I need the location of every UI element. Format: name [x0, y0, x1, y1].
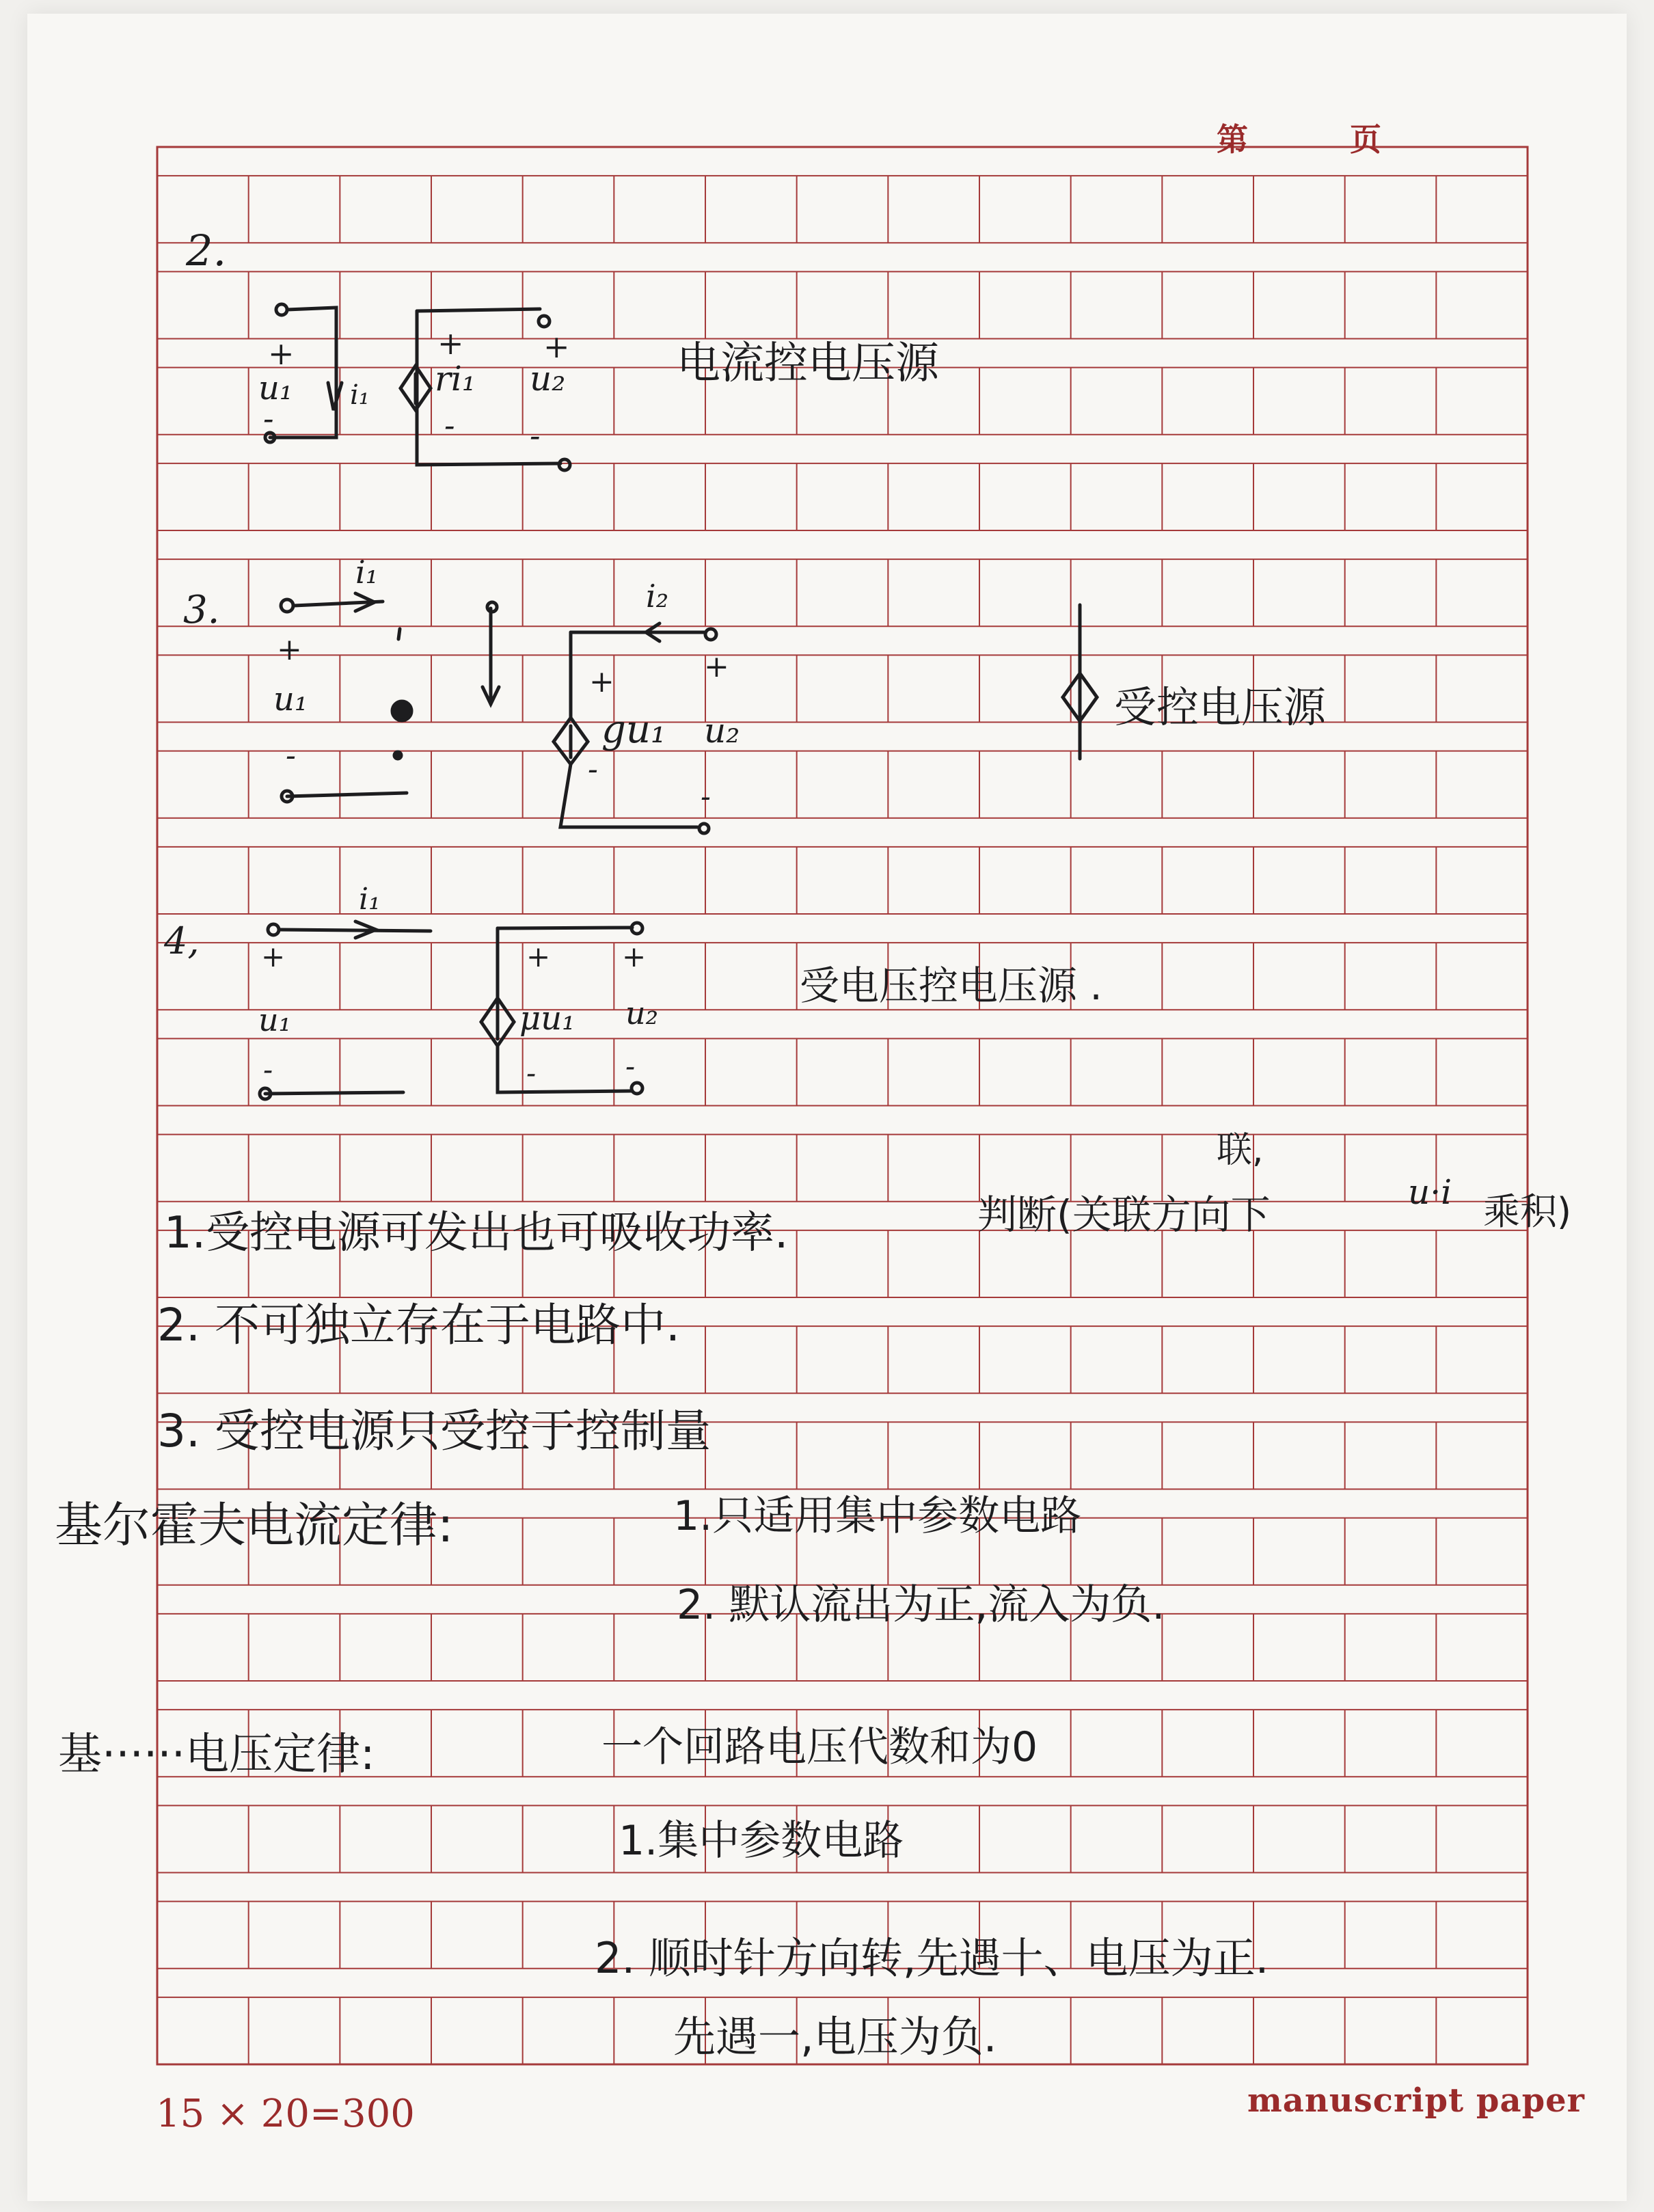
c3-u2: u₂: [704, 711, 740, 751]
item-number-3: 3.: [183, 588, 220, 632]
page-label-ye: 页: [1350, 121, 1384, 158]
kcl-title: 基尔霍夫电流定律:: [55, 1497, 454, 1553]
c4-src-minus: -: [526, 1056, 537, 1090]
note-1-ui: u·i: [1408, 1172, 1452, 1212]
kvl-point-1: 1.集中参数电路: [619, 1817, 904, 1865]
brand-label: manuscript paper: [1247, 2081, 1585, 2120]
c2-u2-plus: +: [543, 328, 570, 365]
c3-u1-plus: +: [277, 632, 302, 667]
c4-src: μu₁: [519, 999, 575, 1038]
c3-u1: u₁: [273, 680, 308, 718]
c4-u2-plus: +: [622, 940, 647, 973]
c2-src-minus: -: [444, 407, 455, 444]
c3-i1: i₁: [355, 554, 379, 591]
c4-i1: i₁: [359, 882, 381, 917]
c3-i2: i₂: [646, 578, 669, 615]
kcl-point-2: 2. 默认流出为正,流入为负.: [677, 1581, 1165, 1629]
circuit-4-label: 受电压控电压源 .: [800, 962, 1102, 1009]
c3-src-minus: -: [588, 752, 598, 787]
kcl-point-1: 1.只适用集中参数电路: [673, 1492, 1082, 1540]
c2-src: ri₁: [435, 359, 476, 399]
page-label-di: 第: [1217, 121, 1251, 158]
item-number-4: 4,: [164, 919, 200, 962]
circuit-2-label: 电流控电压源: [677, 338, 939, 389]
c4-u1-plus: +: [261, 940, 286, 973]
c3-u2-minus: -: [701, 779, 711, 814]
c4-u2-minus: -: [625, 1049, 636, 1083]
c2-src-plus: +: [437, 325, 464, 362]
c2-u1: u₁: [258, 369, 293, 407]
circuit-3-label: 受控电压源: [1114, 682, 1327, 732]
c4-u1-minus: -: [263, 1053, 273, 1086]
note-1-tail: 乘积): [1483, 1190, 1572, 1233]
c3-src-plus: +: [589, 664, 614, 699]
c3-u2-plus: +: [704, 649, 729, 684]
c3-src: gu₁: [601, 707, 666, 752]
note-1: 1.受控电源可发出也可吸收功率.: [164, 1208, 789, 1258]
c2-i1: i₁: [350, 379, 370, 411]
note-2: 2. 不可独立存在于电路中.: [157, 1299, 680, 1351]
c4-src-plus: +: [526, 940, 551, 973]
c4-u1: u₁: [258, 1001, 292, 1038]
kvl-definition: 一个回路电压代数和为0: [601, 1723, 1038, 1771]
note-1-judge: 判断(关联方向下: [977, 1191, 1271, 1238]
item-number-2: 2.: [186, 226, 227, 275]
note-1-judge-above: 联,: [1217, 1130, 1264, 1171]
kvl-point-3: 先遇一,电压为负.: [673, 2012, 997, 2062]
c2-u1-minus: -: [263, 400, 274, 437]
c2-u2: u₂: [530, 359, 566, 399]
kvl-title: 基······电压定律:: [58, 1729, 375, 1780]
c3-u1-minus: -: [286, 738, 296, 773]
c4-u2: u₂: [625, 995, 659, 1031]
grid-count-label: 15 × 20=300: [156, 2092, 415, 2136]
c2-u1-plus: +: [268, 335, 295, 372]
kvl-point-2: 2. 顺时针方向转,先遇十、电压为正.: [595, 1933, 1269, 1983]
note-3: 3. 受控电源只受控于控制量: [157, 1405, 711, 1457]
c2-u2-minus: -: [530, 417, 541, 454]
